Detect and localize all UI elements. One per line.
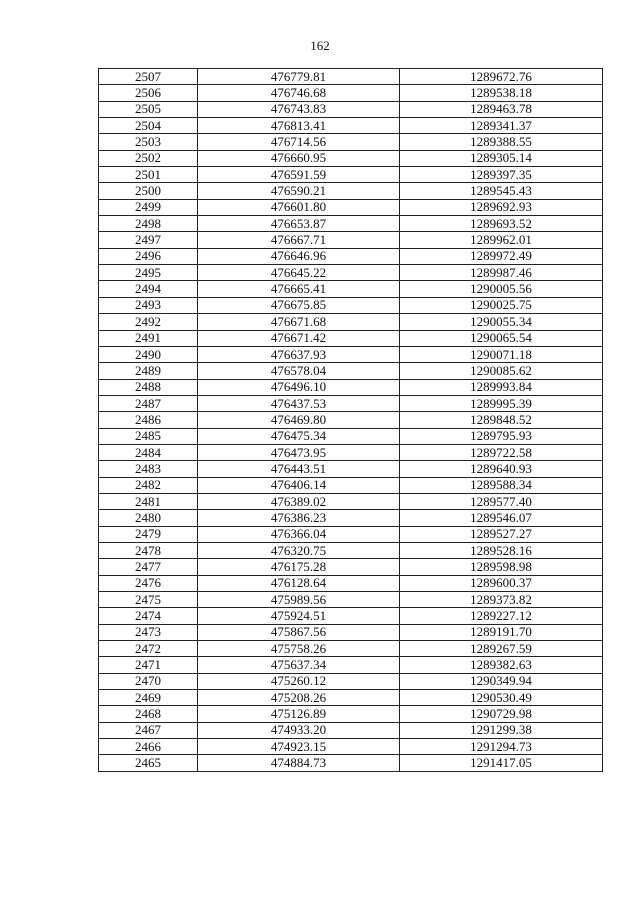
table-row xyxy=(99,85,603,101)
y-coordinate-cell: 1289987.46 xyxy=(400,265,603,281)
x-coordinate-cell: 475867.56 xyxy=(198,624,400,640)
table-row xyxy=(99,477,603,493)
y-coordinate-cell: 1289538.18 xyxy=(400,85,603,101)
y-coordinate-cell: 1289305.14 xyxy=(400,150,603,166)
point-number-cell: 2474 xyxy=(99,608,198,624)
point-number-cell: 2502 xyxy=(99,150,198,166)
table-row xyxy=(99,248,603,264)
y-coordinate-cell: 1289600.37 xyxy=(400,575,603,591)
y-coordinate-cell: 1289640.93 xyxy=(400,461,603,477)
x-coordinate-cell: 474884.73 xyxy=(198,755,400,771)
table-row xyxy=(99,428,603,444)
point-number-cell: 2493 xyxy=(99,297,198,313)
table-row xyxy=(99,510,603,526)
page-number: 162 xyxy=(310,38,330,53)
x-coordinate-cell: 476746.68 xyxy=(198,85,400,101)
table-row xyxy=(99,657,603,673)
point-number-cell: 2498 xyxy=(99,216,198,232)
table-row xyxy=(99,592,603,608)
point-number-cell: 2481 xyxy=(99,493,198,509)
x-coordinate-cell: 476406.14 xyxy=(198,477,400,493)
table-row xyxy=(99,363,603,379)
y-coordinate-cell: 1289672.76 xyxy=(400,69,603,85)
x-coordinate-cell: 476443.51 xyxy=(198,461,400,477)
point-number-cell: 2494 xyxy=(99,281,198,297)
x-coordinate-cell: 476660.95 xyxy=(198,150,400,166)
point-number-cell: 2504 xyxy=(99,118,198,134)
table-row xyxy=(99,281,603,297)
point-number-cell: 2490 xyxy=(99,346,198,362)
x-coordinate-cell: 475260.12 xyxy=(198,673,400,689)
x-coordinate-cell: 476437.53 xyxy=(198,395,400,411)
table-row xyxy=(99,444,603,460)
point-number-cell: 2501 xyxy=(99,167,198,183)
table-row xyxy=(99,624,603,640)
x-coordinate-cell: 476671.42 xyxy=(198,330,400,346)
point-number-cell: 2483 xyxy=(99,461,198,477)
y-coordinate-cell: 1289962.01 xyxy=(400,232,603,248)
y-coordinate-cell: 1289227.12 xyxy=(400,608,603,624)
y-coordinate-cell: 1289795.93 xyxy=(400,428,603,444)
y-coordinate-cell: 1289388.55 xyxy=(400,134,603,150)
y-coordinate-cell: 1289598.98 xyxy=(400,559,603,575)
x-coordinate-cell: 474933.20 xyxy=(198,722,400,738)
y-coordinate-cell: 1290071.18 xyxy=(400,346,603,362)
x-coordinate-cell: 476473.95 xyxy=(198,444,400,460)
point-number-cell: 2500 xyxy=(99,183,198,199)
table-row xyxy=(99,575,603,591)
y-coordinate-cell: 1290055.34 xyxy=(400,314,603,330)
y-coordinate-cell: 1289341.37 xyxy=(400,118,603,134)
point-number-cell: 2495 xyxy=(99,265,198,281)
table-row xyxy=(99,134,603,150)
table-row xyxy=(99,641,603,657)
point-number-cell: 2488 xyxy=(99,379,198,395)
table-row xyxy=(99,690,603,706)
y-coordinate-cell: 1290530.49 xyxy=(400,690,603,706)
y-coordinate-cell: 1289528.16 xyxy=(400,542,603,558)
x-coordinate-cell: 476645.22 xyxy=(198,265,400,281)
y-coordinate-cell: 1290349.94 xyxy=(400,673,603,689)
y-coordinate-cell: 1289972.49 xyxy=(400,248,603,264)
table-row xyxy=(99,346,603,362)
point-number-cell: 2473 xyxy=(99,624,198,640)
x-coordinate-cell: 475637.34 xyxy=(198,657,400,673)
x-coordinate-cell: 476175.28 xyxy=(198,559,400,575)
table-row xyxy=(99,199,603,215)
x-coordinate-cell: 474923.15 xyxy=(198,739,400,755)
y-coordinate-cell: 1289577.40 xyxy=(400,493,603,509)
y-coordinate-cell: 1289546.07 xyxy=(400,510,603,526)
point-number-cell: 2499 xyxy=(99,199,198,215)
y-coordinate-cell: 1291294.73 xyxy=(400,739,603,755)
table-row xyxy=(99,739,603,755)
y-coordinate-cell: 1290085.62 xyxy=(400,363,603,379)
y-coordinate-cell: 1289397.35 xyxy=(400,167,603,183)
coordinates-table xyxy=(98,68,603,772)
point-number-cell: 2497 xyxy=(99,232,198,248)
point-number-cell: 2507 xyxy=(99,69,198,85)
point-number-cell: 2489 xyxy=(99,363,198,379)
point-number-cell: 2496 xyxy=(99,248,198,264)
point-number-cell: 2487 xyxy=(99,395,198,411)
point-number-cell: 2492 xyxy=(99,314,198,330)
point-number-cell: 2503 xyxy=(99,134,198,150)
table-row xyxy=(99,265,603,281)
y-coordinate-cell: 1289527.27 xyxy=(400,526,603,542)
y-coordinate-cell: 1289463.78 xyxy=(400,101,603,117)
y-coordinate-cell: 1289722.58 xyxy=(400,444,603,460)
table-row xyxy=(99,722,603,738)
y-coordinate-cell: 1290065.54 xyxy=(400,330,603,346)
point-number-cell: 2491 xyxy=(99,330,198,346)
x-coordinate-cell: 476591.59 xyxy=(198,167,400,183)
table-row xyxy=(99,297,603,313)
point-number-cell: 2471 xyxy=(99,657,198,673)
point-number-cell: 2469 xyxy=(99,690,198,706)
point-number-cell: 2485 xyxy=(99,428,198,444)
table-row xyxy=(99,167,603,183)
x-coordinate-cell: 476366.04 xyxy=(198,526,400,542)
x-coordinate-cell: 476386.23 xyxy=(198,510,400,526)
y-coordinate-cell: 1289382.63 xyxy=(400,657,603,673)
table-row xyxy=(99,461,603,477)
table-row xyxy=(99,706,603,722)
table-row xyxy=(99,314,603,330)
table-row xyxy=(99,69,603,85)
point-number-cell: 2472 xyxy=(99,641,198,657)
y-coordinate-cell: 1290729.98 xyxy=(400,706,603,722)
table-row xyxy=(99,608,603,624)
point-number-cell: 2467 xyxy=(99,722,198,738)
y-coordinate-cell: 1289993.84 xyxy=(400,379,603,395)
table-row xyxy=(99,755,603,771)
point-number-cell: 2486 xyxy=(99,412,198,428)
table-row xyxy=(99,379,603,395)
y-coordinate-cell: 1289692.93 xyxy=(400,199,603,215)
y-coordinate-cell: 1290005.56 xyxy=(400,281,603,297)
table-row xyxy=(99,526,603,542)
x-coordinate-cell: 475924.51 xyxy=(198,608,400,624)
y-coordinate-cell: 1289373.82 xyxy=(400,592,603,608)
x-coordinate-cell: 475208.26 xyxy=(198,690,400,706)
x-coordinate-cell: 476653.87 xyxy=(198,216,400,232)
point-number-cell: 2484 xyxy=(99,444,198,460)
table-row xyxy=(99,216,603,232)
x-coordinate-cell: 476813.41 xyxy=(198,118,400,134)
point-number-cell: 2466 xyxy=(99,739,198,755)
y-coordinate-cell: 1291417.05 xyxy=(400,755,603,771)
table-row xyxy=(99,101,603,117)
x-coordinate-cell: 476389.02 xyxy=(198,493,400,509)
y-coordinate-cell: 1289267.59 xyxy=(400,641,603,657)
x-coordinate-cell: 476667.71 xyxy=(198,232,400,248)
point-number-cell: 2470 xyxy=(99,673,198,689)
x-coordinate-cell: 476128.64 xyxy=(198,575,400,591)
y-coordinate-cell: 1289693.52 xyxy=(400,216,603,232)
x-coordinate-cell: 476714.56 xyxy=(198,134,400,150)
table-row xyxy=(99,559,603,575)
table-row xyxy=(99,493,603,509)
point-number-cell: 2465 xyxy=(99,755,198,771)
point-number-cell: 2482 xyxy=(99,477,198,493)
y-coordinate-cell: 1289191.70 xyxy=(400,624,603,640)
x-coordinate-cell: 476665.41 xyxy=(198,281,400,297)
point-number-cell: 2478 xyxy=(99,542,198,558)
y-coordinate-cell: 1289545.43 xyxy=(400,183,603,199)
x-coordinate-cell: 476469.80 xyxy=(198,412,400,428)
y-coordinate-cell: 1290025.75 xyxy=(400,297,603,313)
x-coordinate-cell: 475758.26 xyxy=(198,641,400,657)
y-coordinate-cell: 1289995.39 xyxy=(400,395,603,411)
table-row xyxy=(99,330,603,346)
table-row xyxy=(99,118,603,134)
point-number-cell: 2468 xyxy=(99,706,198,722)
x-coordinate-cell: 476671.68 xyxy=(198,314,400,330)
x-coordinate-cell: 475126.89 xyxy=(198,706,400,722)
x-coordinate-cell: 476779.81 xyxy=(198,69,400,85)
point-number-cell: 2479 xyxy=(99,526,198,542)
table-row xyxy=(99,673,603,689)
x-coordinate-cell: 476675.85 xyxy=(198,297,400,313)
point-number-cell: 2505 xyxy=(99,101,198,117)
point-number-cell: 2506 xyxy=(99,85,198,101)
point-number-cell: 2476 xyxy=(99,575,198,591)
y-coordinate-cell: 1289588.34 xyxy=(400,477,603,493)
table-row xyxy=(99,150,603,166)
x-coordinate-cell: 476590.21 xyxy=(198,183,400,199)
point-number-cell: 2477 xyxy=(99,559,198,575)
x-coordinate-cell: 476637.93 xyxy=(198,346,400,362)
table-row xyxy=(99,395,603,411)
y-coordinate-cell: 1291299.38 xyxy=(400,722,603,738)
y-coordinate-cell: 1289848.52 xyxy=(400,412,603,428)
point-number-cell: 2475 xyxy=(99,592,198,608)
x-coordinate-cell: 476320.75 xyxy=(198,542,400,558)
x-coordinate-cell: 475989.56 xyxy=(198,592,400,608)
x-coordinate-cell: 476743.83 xyxy=(198,101,400,117)
point-number-cell: 2480 xyxy=(99,510,198,526)
x-coordinate-cell: 476601.80 xyxy=(198,199,400,215)
table-row xyxy=(99,232,603,248)
x-coordinate-cell: 476475.34 xyxy=(198,428,400,444)
table-row xyxy=(99,183,603,199)
x-coordinate-cell: 476578.04 xyxy=(198,363,400,379)
table-row xyxy=(99,412,603,428)
x-coordinate-cell: 476646.96 xyxy=(198,248,400,264)
x-coordinate-cell: 476496.10 xyxy=(198,379,400,395)
coordinates-table-body xyxy=(99,69,603,772)
table-row xyxy=(99,542,603,558)
